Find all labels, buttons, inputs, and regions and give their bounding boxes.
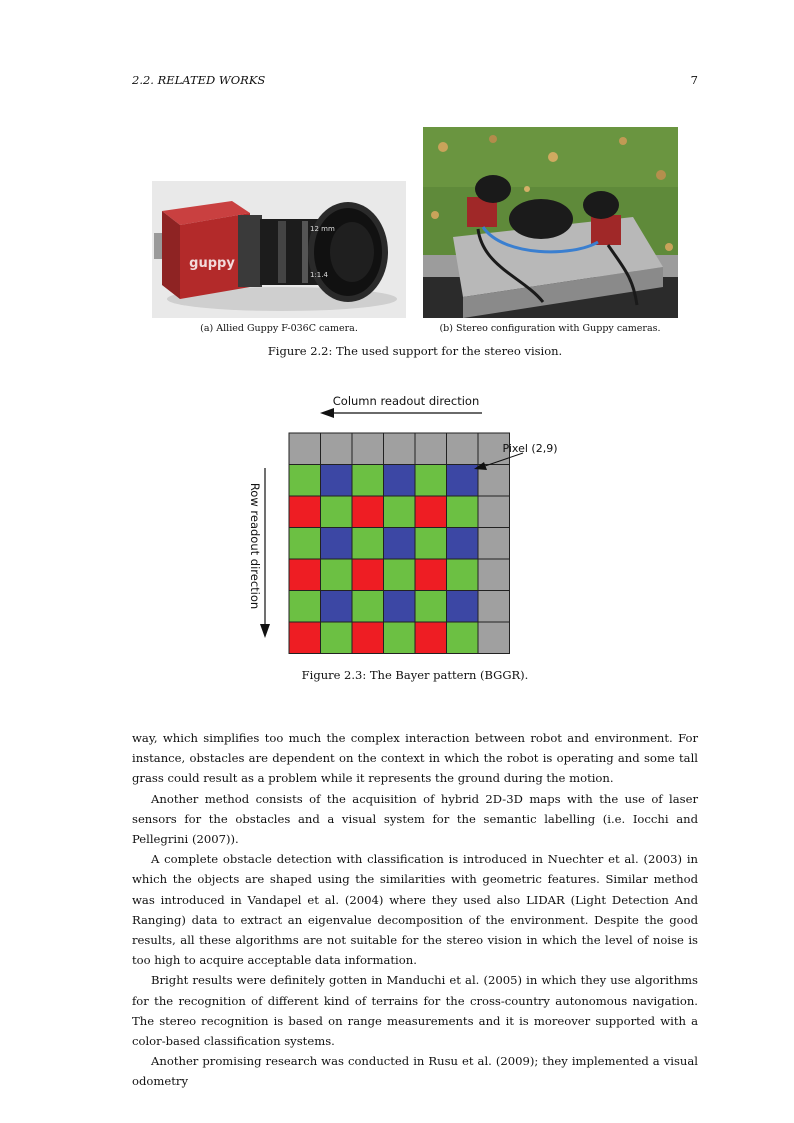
- bayer-cell: [352, 433, 384, 465]
- bayer-cell: [321, 591, 353, 623]
- bayer-cell: [478, 528, 510, 560]
- bayer-cell: [478, 591, 510, 623]
- page-number: 7: [690, 73, 698, 87]
- bayer-cell: [384, 433, 416, 465]
- subcaption-b: (b) Stereo configuration with Guppy cameras.: [439, 323, 661, 334]
- bayer-cell: [447, 528, 479, 560]
- bayer-cell: [384, 591, 416, 623]
- bayer-cell: [289, 591, 321, 623]
- bayer-cell: [447, 559, 479, 591]
- bayer-cell: [447, 591, 479, 623]
- bayer-grid: [289, 433, 510, 654]
- bayer-cell: [447, 496, 479, 528]
- bayer-cell: [352, 496, 384, 528]
- bayer-cell: [415, 465, 447, 497]
- bayer-cell: [289, 433, 321, 465]
- bayer-cell: [352, 559, 384, 591]
- paragraph-hybrid-maps: Another method consists of the acquisition of hybrid 2D-3D maps with the use of laser sensors for the obstacles and a visual system for the semantic labelling (i.e. Iocchi and Pellegrini (2007)).: [132, 791, 698, 847]
- bayer-cell: [447, 433, 479, 465]
- bayer-cell: [415, 591, 447, 623]
- bayer-cell: [352, 591, 384, 623]
- bayer-cell: [415, 433, 447, 465]
- bayer-cell: [415, 496, 447, 528]
- figure-camera-image: [152, 181, 406, 318]
- bayer-cell: [352, 528, 384, 560]
- bayer-cell: [478, 559, 510, 591]
- bayer-cell: [415, 528, 447, 560]
- bayer-cell: [384, 622, 416, 654]
- bayer-cell: [384, 559, 416, 591]
- bayer-cell: [321, 622, 353, 654]
- figure-stereo-rig-image: [423, 127, 678, 318]
- bayer-cell: [321, 433, 353, 465]
- bayer-cell: [289, 465, 321, 497]
- bayer-cell: [478, 622, 510, 654]
- running-header: [132, 73, 698, 89]
- bayer-cell: [384, 496, 416, 528]
- bayer-cell: [289, 559, 321, 591]
- column-readout-arrowhead: [320, 408, 334, 418]
- camera-logo: guppy: [189, 256, 235, 271]
- paragraph-terrain-recognition: Bright results were definitely gotten in Manduchi et al. (2005) in which they use algorithms for the recognition of different kind of terrains for the cross-country autonomous navigation. The stereo recognition is based on range measurements and it is moreover supported with a color-based classification systems.: [132, 973, 698, 1049]
- bayer-cell: [352, 465, 384, 497]
- bayer-cell: [447, 622, 479, 654]
- bayer-cell: [289, 622, 321, 654]
- row-readout-arrowhead: [260, 624, 270, 638]
- row-readout-label: Row readout direction: [248, 482, 262, 610]
- lens-aperture-marking: 1:1.4: [310, 271, 328, 279]
- bayer-cell: [352, 622, 384, 654]
- paragraph-visual-odometry: Another promising research was conducted in Rusu et al. (2009); they implemented a visual odometry: [132, 1054, 698, 1089]
- bayer-cell: [415, 559, 447, 591]
- bayer-cell: [321, 496, 353, 528]
- pixel-label: Pixel (2,9): [502, 442, 558, 455]
- figure-2-3-caption: Figure 2.3: The Bayer pattern (BGGR).: [301, 668, 529, 682]
- paragraph-continued: way, which simplifies too much the complex interaction between robot and environment. For instance, obstacles are dependent on the context in which the robot is operating and some tall grass could result as a problem while it represents the ground during the motion.: [132, 731, 698, 786]
- paragraph-obstacle-detection: A complete obstacle detection with classification is introduced in Nuechter et al. (2003) in which the objects are shaped using the similarities with geometric features. Similar method was introduced in Vandapel et al. (2004) where they used also LIDAR (Light Detection And Ranging) data to extract an eigenvalue decomposition of the environment. Despite the good results, all these algorithms are not suitable for the stereo vision in which the level of noise is too high to acquire acceptable data information.: [132, 852, 698, 968]
- column-readout-label: Column readout direction: [332, 394, 480, 408]
- bayer-cell: [478, 496, 510, 528]
- bayer-pattern-diagram: [244, 388, 558, 660]
- bayer-cell: [289, 528, 321, 560]
- bayer-cell: [384, 465, 416, 497]
- bayer-cell: [447, 465, 479, 497]
- lens-focal-marking: 12 mm: [310, 225, 335, 233]
- chapter-title: 2.2. RELATED WORKS: [132, 73, 266, 87]
- bayer-cell: [289, 496, 321, 528]
- subcaption-a: (a) Allied Guppy F-036C camera.: [200, 323, 358, 334]
- bayer-cell: [415, 622, 447, 654]
- bayer-cell: [384, 528, 416, 560]
- bayer-cell: [321, 528, 353, 560]
- bayer-cell: [321, 465, 353, 497]
- figure-2-2-caption: Figure 2.2: The used support for the stereo vision.: [267, 344, 563, 358]
- bayer-cell: [321, 559, 353, 591]
- body-text: [132, 728, 698, 1092]
